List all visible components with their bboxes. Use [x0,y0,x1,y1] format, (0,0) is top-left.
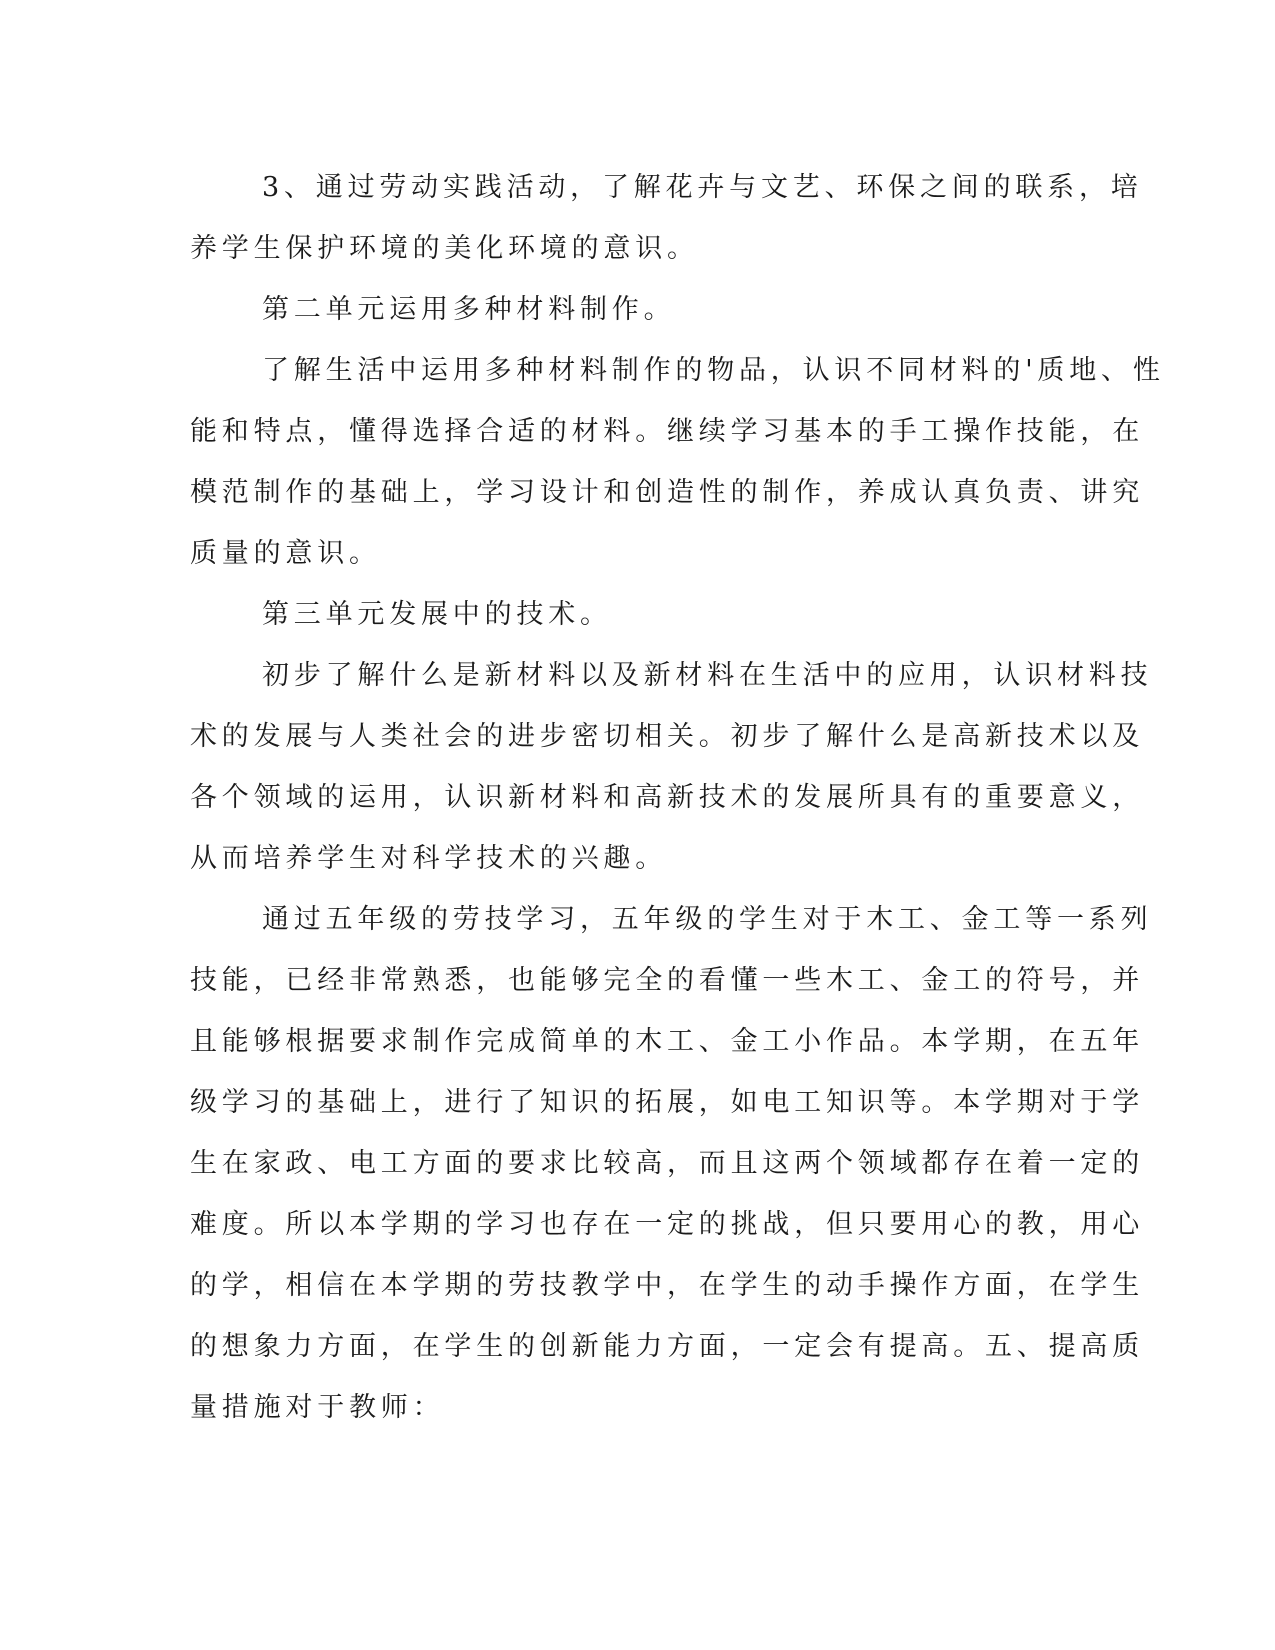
paragraph-line: 术的发展与人类社会的进步密切相关。初步了解什么是高新技术以及 [190,721,1144,752]
paragraph-line: 3、通过劳动实践活动，了解花卉与文艺、环保之间的联系，培 [262,172,1143,203]
paragraph-line: 模范制作的基础上，学习设计和创造性的制作，养成认真负责、讲究 [190,477,1144,508]
paragraph-line: 且能够根据要求制作完成简单的木工、金工小作品。本学期，在五年 [190,1026,1144,1057]
paragraph-line: 各个领域的运用，认识新材料和高新技术的发展所具有的重要意义， [190,782,1144,813]
paragraph-line: 难度。所以本学期的学习也存在一定的挑战，但只要用心的教，用心 [190,1209,1144,1240]
section-heading: 第三单元发展中的技术。 [262,599,612,630]
paragraph-line: 通过五年级的劳技学习，五年级的学生对于木工、金工等一系列 [262,904,1153,935]
document-body [190,157,1165,1438]
paragraph-line: 量措施对于教师： [190,1392,445,1423]
paragraph-line: 质量的意识。 [190,538,381,569]
paragraph-line: 能和特点，懂得选择合适的材料。继续学习基本的手工操作技能，在 [190,416,1144,447]
section-heading: 第二单元运用多种材料制作。 [262,294,676,325]
paragraph-line: 技能，已经非常熟悉，也能够完全的看懂一些木工、金工的符号，并 [190,965,1144,996]
paragraph-line: 养学生保护环境的美化环境的意识。 [190,233,699,264]
paragraph-line: 生在家政、电工方面的要求比较高，而且这两个领域都存在着一定的 [190,1148,1144,1179]
paragraph-line: 从而培养学生对科学技术的兴趣。 [190,843,667,874]
paragraph-line: 级学习的基础上，进行了知识的拓展，如电工知识等。本学期对于学 [190,1087,1144,1118]
paragraph-line: 的想象力方面，在学生的创新能力方面，一定会有提高。五、提高质 [190,1331,1144,1362]
paragraph-line: 初步了解什么是新材料以及新材料在生活中的应用，认识材料技 [262,660,1153,691]
paragraph-line: 的学，相信在本学期的劳技教学中，在学生的动手操作方面，在学生 [190,1270,1144,1301]
paragraph-line: 了解生活中运用多种材料制作的物品，认识不同材料的'质地、性 [262,355,1165,386]
